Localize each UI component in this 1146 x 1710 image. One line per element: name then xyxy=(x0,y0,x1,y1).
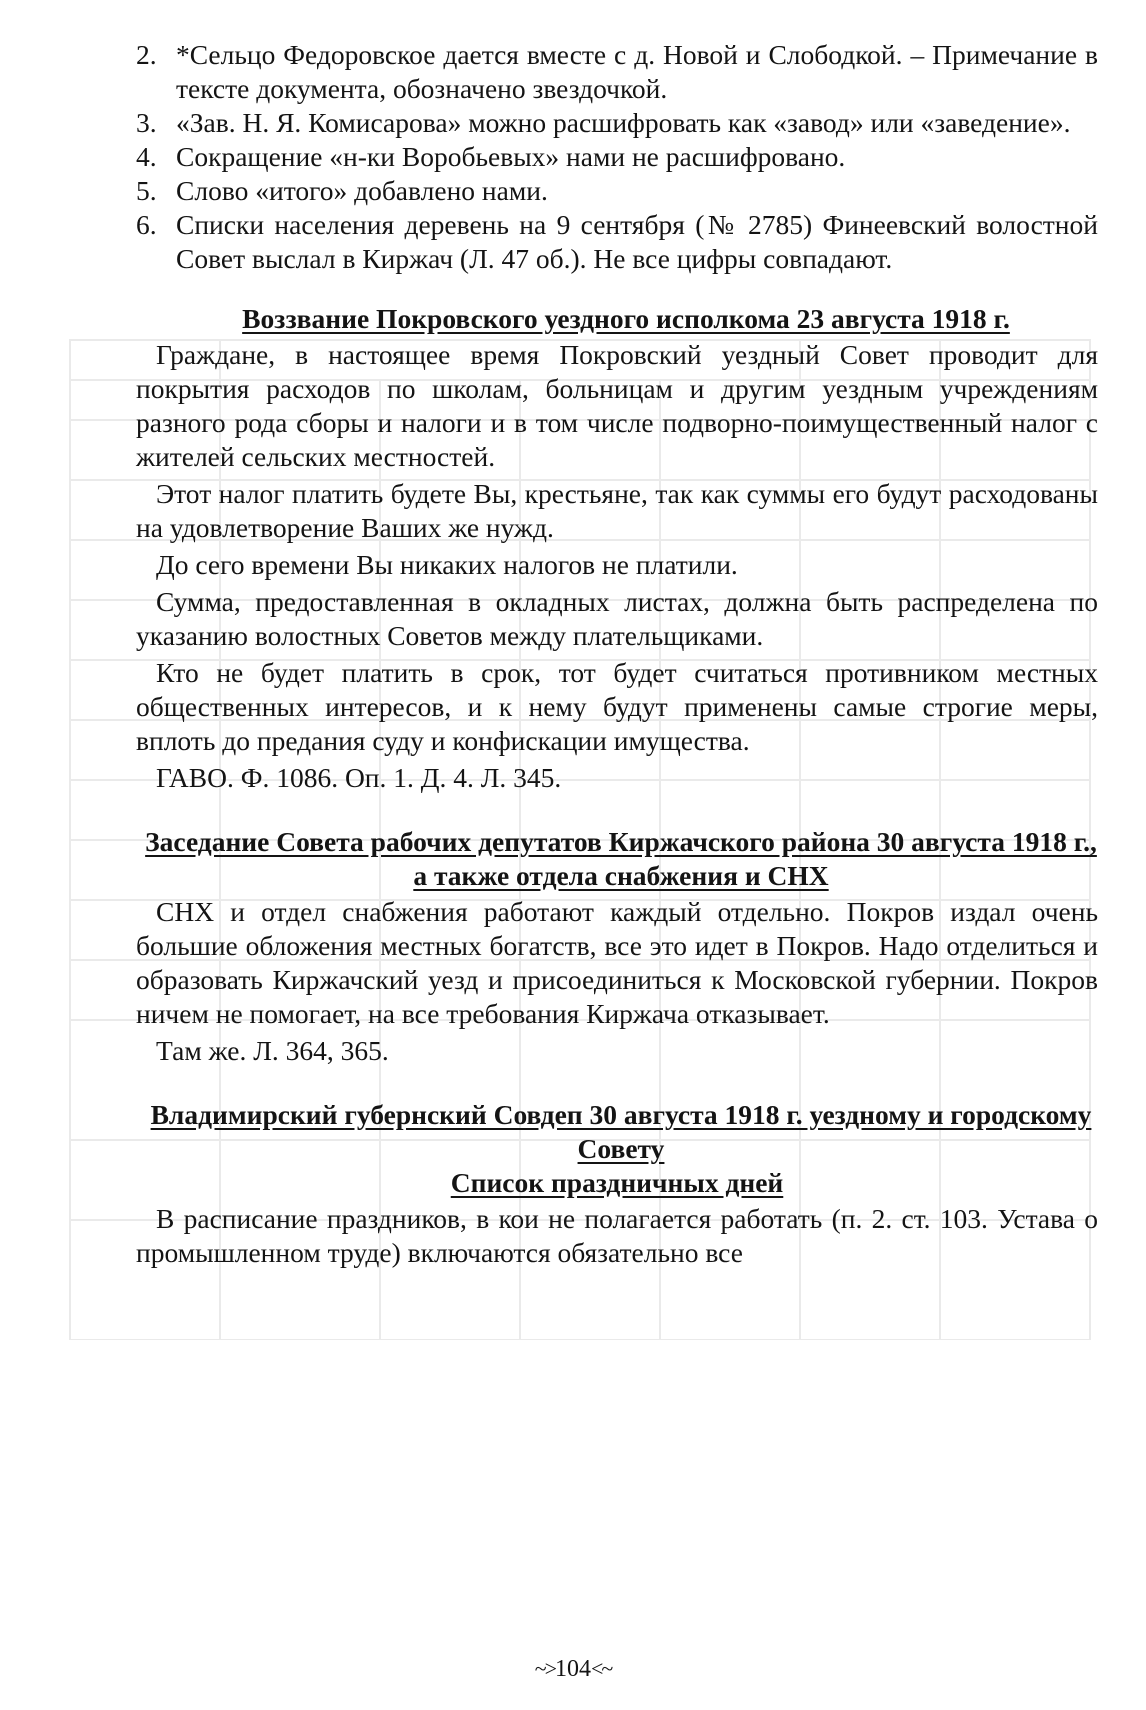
footnote-text: Сокращение «н-ки Воробьевых» нами не расшифровано. xyxy=(176,141,846,172)
left-flourish-icon: ~> xyxy=(534,1656,555,1681)
meeting-title: Заседание Совета рабочих депутатов Киржачского района 30 августа 1918 г., а также отдела снабжения и СНХ xyxy=(145,826,1097,891)
footnote-text: *Сельцо Федоровское дается вместе с д. Новой и Слободкой. – Примечание в тексте документа, обозначено звездочкой. xyxy=(176,39,1098,104)
right-flourish-icon: <~ xyxy=(591,1656,612,1681)
sovdep-section xyxy=(136,1098,1098,1270)
holiday-list-subtitle: Список праздничных дней xyxy=(450,1167,784,1198)
appeal-section xyxy=(136,302,1098,795)
footnote-item xyxy=(136,38,1098,106)
archive-reference: Там же. Л. 364, 365. xyxy=(156,1035,389,1066)
page-number-text: 104 xyxy=(555,1656,591,1682)
footnote-item xyxy=(136,208,1098,276)
archive-reference: ГАВО. Ф. 1086. Оп. 1. Д. 4. Л. 345. xyxy=(156,762,562,793)
footnote-number: 5. xyxy=(136,175,157,206)
footnote-item xyxy=(136,140,1098,174)
sovdep-paragraph: В расписание праздников, в кои не полагается работать (п. 2. ст. 103. Устава о промышленном труде) включаются обязательно все xyxy=(136,1203,1098,1268)
footnote-number: 6. xyxy=(136,209,157,240)
footnote-number: 3. xyxy=(136,107,157,138)
footnote-item xyxy=(136,174,1098,208)
appeal-paragraph: Кто не будет платить в срок, тот будет считаться противником местных общественных интересов, и к нему будут применены самые строгие меры, вплоть до предания суду и конфискации имущества. xyxy=(136,657,1098,756)
footnote-text: «Зав. Н. Я. Комисарова» можно расшифровать как «завод» или «заведение». xyxy=(176,107,1071,138)
appeal-paragraph: Этот налог платить будете Вы, крестьяне, так как суммы его будут расходованы на удовлетворение Ваших же нужд. xyxy=(136,478,1098,543)
meeting-paragraph: СНХ и отдел снабжения работают каждый отдельно. Покров издал очень большие обложения местных богатств, все это идет в Покров. Надо отделиться и образовать Киржачский уезд и присоединиться к Московской губернии. Покров ничем не помогает, на все требования Киржача отказывает. xyxy=(136,896,1098,1029)
appeal-paragraph: До сего времени Вы никаких налогов не платили. xyxy=(156,549,738,580)
footnote-text: Слово «итого» добавлено нами. xyxy=(176,175,548,206)
footnote-text: Списки населения деревень на 9 сентября (№ 2785) Финеевский волостной Совет выслал в Киржач (Л. 47 об.). Не все цифры совпадают. xyxy=(176,209,1098,274)
footnote-number: 2. xyxy=(136,39,157,70)
appeal-paragraph: Граждане, в настоящее время Покровский уездный Совет проводит для покрытия расходов по школам, больницам и другим уездным учреждениям разного рода сборы и налоги и в том числе подворно-поимущественный налог с жителей сельских местностей. xyxy=(136,339,1098,472)
footnote-number: 4. xyxy=(136,141,157,172)
page-number xyxy=(0,1656,1146,1683)
meeting-section xyxy=(136,825,1098,1068)
appeal-paragraph: Сумма, предоставленная в окладных листах, должна быть распределена по указанию волостных Советов между плательщиками. xyxy=(136,586,1098,651)
footnote-item xyxy=(136,106,1098,140)
footnotes-list xyxy=(136,38,1098,276)
sovdep-title: Владимирский губернский Совдеп 30 августа 1918 г. уездному и городскому Совету xyxy=(150,1099,1092,1164)
appeal-title: Воззвание Покровского уездного исполкома 23 августа 1918 г. xyxy=(242,303,1010,334)
